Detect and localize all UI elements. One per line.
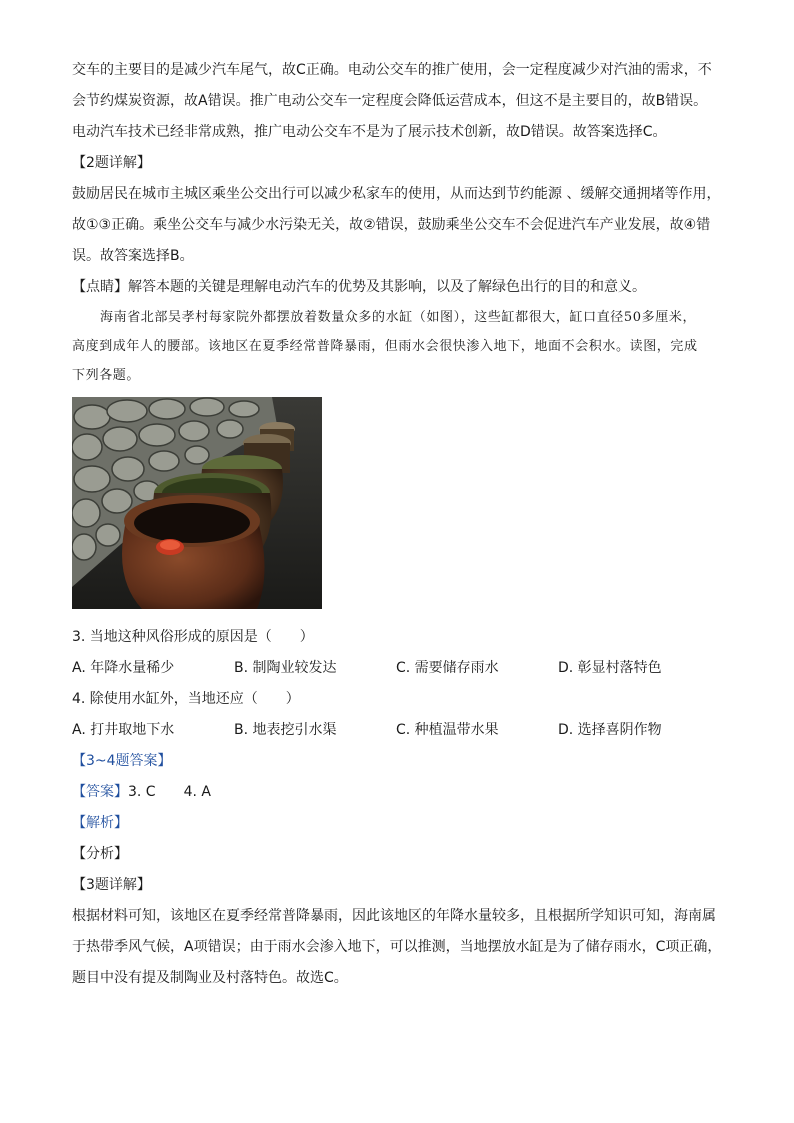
q3-explain-line: 根据材料可知，该地区在夏季经常普降暴雨，因此该地区的年降水量较多，且根据所学知识可知，海南属	[72, 908, 716, 924]
answer-block-title: 【3~4题答案】	[72, 753, 172, 769]
q2-detail-header: 【2题详解】	[72, 155, 151, 171]
question-4-options	[72, 720, 732, 740]
option-c[interactable]: C. 种植温带水果	[396, 722, 499, 738]
q3-explain-line: 于热带季风气候，A项错误；由于雨水会渗入地下，可以推测，当地摆放水缸是为了储存雨水，C项正确，	[72, 939, 722, 955]
q2-detail-line: 误。故答案选择B。	[72, 248, 194, 264]
material-line: 海南省北部吴孝村每家院外都摆放着数量众多的水缸（如图），这些缸都很大，缸口直径50多厘米，	[100, 310, 697, 325]
question-3-stem: 3. 当地这种风俗形成的原因是（ ）	[72, 629, 314, 645]
option-b[interactable]: B. 地表挖引水渠	[234, 722, 337, 738]
water-jars-illustration	[72, 397, 322, 609]
option-a[interactable]: A. 打井取地下水	[72, 722, 175, 738]
fenxi-label: 【分析】	[72, 846, 128, 862]
option-c[interactable]: C. 需要储存雨水	[396, 660, 499, 676]
answer-value: 3. C 4. A	[128, 784, 211, 800]
material-line: 下列各题。	[72, 368, 141, 383]
option-a[interactable]: A. 年降水量稀少	[72, 660, 175, 676]
comment-line: 【点睛】解答本题的关键是理解电动汽车的优势及其影响，以及了解绿色出行的目的和意义。	[72, 279, 646, 295]
q2-detail-line: 故①③正确。乘坐公交车与减少水污染无关，故②错误，鼓励乘坐公交车不会促进汽车产业发展，故④错	[72, 217, 711, 233]
reading-material	[72, 308, 732, 385]
q3-explain-line: 题目中没有提及制陶业及村落特色。故选C。	[72, 970, 348, 986]
option-d[interactable]: D. 选择喜阴作物	[558, 722, 662, 738]
analysis-label: 【解析】	[72, 815, 128, 831]
document-page	[72, 60, 732, 999]
question-3-options	[72, 658, 732, 678]
option-d[interactable]: D. 彰显村落特色	[558, 660, 662, 676]
explanation-line: 交车的主要目的是减少汽车尾气，故C正确。电动公交车的推广使用，会一定程度减少对汽油的需求，不	[72, 62, 712, 78]
q2-detail-line: 鼓励居民在城市主城区乘坐公交出行可以减少私家车的使用，从而达到节约能源 、缓解交通拥堵等作用，	[72, 186, 721, 202]
question-4-stem: 4. 除使用水缸外，当地还应（ ）	[72, 691, 300, 707]
explanation-line: 电动汽车技术已经非常成熟，推广电动公交车不是为了展示技术创新，故D错误。故答案选择C。	[72, 124, 667, 140]
answer-line	[72, 782, 732, 802]
option-b[interactable]: B. 制陶业较发达	[234, 660, 337, 676]
material-line: 高度到成年人的腰部。该地区在夏季经常普降暴雨，但雨水会很快渗入地下，地面不会积水。读图，完成	[72, 339, 698, 354]
answer-label: 【答案】	[72, 784, 128, 800]
water-jars-photo	[72, 397, 322, 609]
q3-detail-header: 【3题详解】	[72, 877, 151, 893]
explanation-line: 会节约煤炭资源，故A错误。推广电动公交车一定程度会降低运营成本，但这不是主要目的，故B错误。	[72, 93, 708, 109]
